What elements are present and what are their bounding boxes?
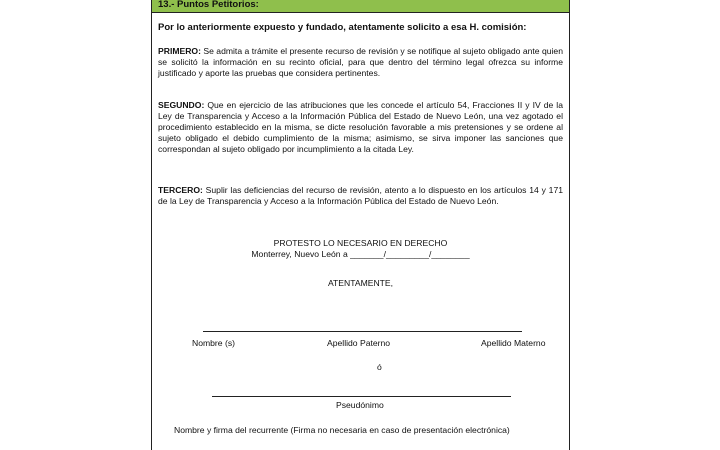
paterno-label: Apellido Paterno — [327, 338, 391, 348]
or-label: ó — [377, 362, 382, 372]
paragraph-text: Se admita a trámite el presente recurso de revisión y se notifique al sujeto obligado ante quien se solicitó la información en su recinto oficial, para que dentro del término legal ofrezca su informe justificado y aporte las pruebas que considera pertinentes. — [158, 46, 563, 78]
pseudonym-line — [212, 396, 511, 397]
paragraph-label: PRIMERO: — [158, 46, 201, 56]
section-title: 13.- Puntos Petitorios: — [158, 0, 259, 10]
section-header — [152, 0, 569, 13]
paragraph-text: Que en ejercicio de las atribuciones que les concede el artículo 54, Fracciones II y IV de la Ley de Transparencia y Acceso a la Información Pública del Estado de Nuevo León, una vez agotado el procedimiento establecido en la misma, se dicte resolución favorable a mis pretensiones y se ordene al sujeto obligado el debido cumplimiento de la misma; asimismo, se sirva imponer las sanciones que correspondan al sujeto obligado por incumplimiento a la citada Ley. — [158, 100, 563, 154]
paragraph-label: TERCERO: — [158, 185, 203, 195]
paragraph-text: Suplir las deficiencias del recurso de revisión, atento a lo dispuesto en los artículos 14 y 171 de la Ley de Transparencia y Acceso a la Información Pública del Estado de Nuevo León. — [158, 185, 563, 206]
paragraph-tercero — [158, 185, 563, 207]
pseudonym-label: Pseudónimo — [336, 400, 384, 410]
materno-label: Apellido Materno — [481, 338, 546, 348]
intro-text: Por lo anteriormente expuesto y fundado, atentamente solicito a esa H. comisión: — [158, 22, 527, 33]
protest-text: PROTESTO LO NECESARIO EN DERECHO — [273, 238, 448, 248]
name-signature-line — [203, 331, 522, 332]
paragraph-segundo — [158, 100, 563, 155]
atentamente-text: ATENTAMENTE, — [327, 278, 394, 288]
paragraph-label: SEGUNDO: — [158, 100, 205, 110]
place-date-line: Monterrey, Nuevo León a _______/_________/________ — [251, 249, 470, 259]
firma-label: Nombre y firma del recurrente (Firma no necesaria en caso de presentación electrónica) — [174, 425, 510, 435]
paragraph-primero — [158, 46, 563, 79]
petition-form — [151, 0, 570, 450]
name-label: Nombre (s) — [192, 338, 235, 348]
